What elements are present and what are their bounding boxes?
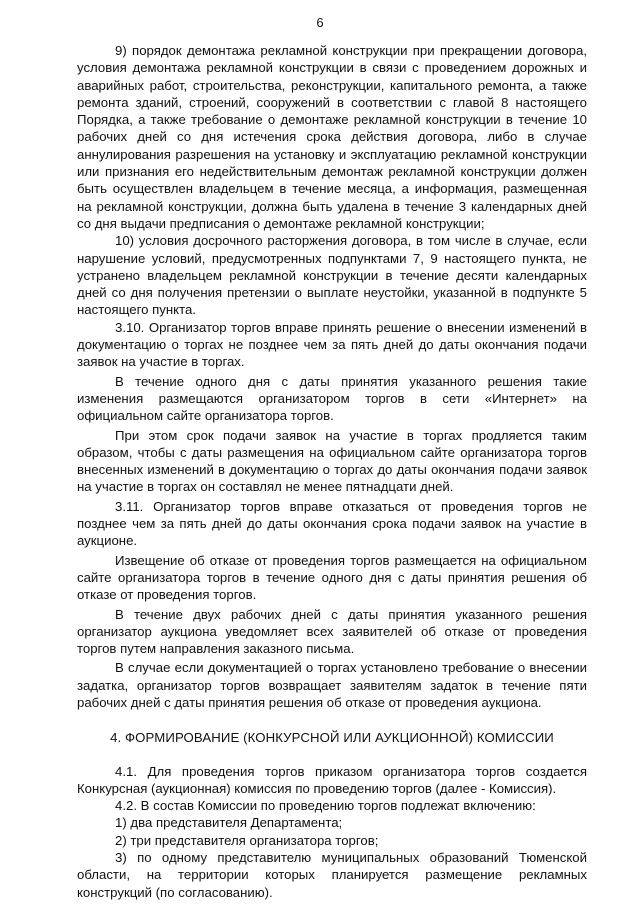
section-heading: 4. ФОРМИРОВАНИЕ (КОНКУРСНОЙ ИЛИ АУКЦИОННОЙ) КОМИССИИ xyxy=(110,730,554,746)
list-item-2: 2) три представителя организатора торгов; xyxy=(115,832,379,848)
paragraph-item-10: 10) условия досрочного расторжения договора, в том числе в случае, если нарушение условий, предусмотренных подпунктами 7, 9 настоящего пункта, не устранено владельцем рекламной конструкции в течение десяти календарных дней со дня получения претензии о выплате неустойки, указанной в подпункте 5 настоящего пункта. xyxy=(77,233,587,318)
paragraph-4-2: 4.2. В состав Комиссии по проведению торгов подлежат включению: xyxy=(115,798,536,814)
paragraph-3-10: 3.10. Организатор торгов вправе принять решение о внесении изменений в документацию о торгах не позднее чем за пять дней до даты окончания подачи заявок на участие в торгах. xyxy=(77,319,587,370)
paragraph-changes-publication: В течение одного дня с даты принятия указанного решения такие изменения размещаются организатором торгов в сети «Интернет» на официальном сайте организатора торгов. xyxy=(77,373,587,424)
paragraph-3-11: 3.11. Организатор торгов вправе отказаться от проведения торгов не позднее чем за пять дней до даты окончания срока подачи заявок на участие в аукционе. xyxy=(77,498,587,549)
paragraph-4-1: 4.1. Для проведения торгов приказом организатора торгов создается Конкурсная (аукционная) комиссия по проведению торгов (далее - Комиссия). xyxy=(77,763,587,796)
paragraph-deadline-extension: При этом срок подачи заявок на участие в торгах продляется таким образом, чтобы с даты размещения на официальном сайте организатора торгов внесенных изменений в документацию о торгах до даты окончания подачи заявок на участие в торгах он составлял не менее пятнадцати дней. xyxy=(77,427,587,495)
paragraph-refusal-notice: Извещение об отказе от проведения торгов размещается на официальном сайте организатора торгов в течение одного дня с даты принятия решения об отказе от проведения торгов. xyxy=(77,552,587,603)
paragraph-item-9: 9) порядок демонтажа рекламной конструкции при прекращении договора, условия демонтажа рекламной конструкции в связи с проведением дорожных и аварийных работ, строительства, реконструкции, капитального ремонта, а также ремонта зданий, строений, сооружений в соответствии с главой 8 настоящего Порядка, а также требование о демонтаже рекламной конструкции в течение 10 рабочих дней со дня истечения срока действия договора, либо в случае аннулирования разрешения на установку и эксплуатацию рекламной конструкции или признания его недействительным демонтаж рекламной конструкции должен быть осуществлен владельцем в течение месяца, а информация, размещенная на рекламной конструкции, должна быть удалена в течение 3 календарных дней со дня выдачи предписания о демонтаже рекламной конструкции; xyxy=(77,43,587,231)
list-item-3: 3) по одному представителю муниципальных образований Тюменской области, на территории которых планируется размещение рекламных конструкций (по согласованию). xyxy=(77,850,587,900)
list-item-1: 1) два представителя Департамента; xyxy=(115,815,343,831)
document-body xyxy=(77,42,587,901)
paragraph-applicant-notification: В течение двух рабочих дней с даты принятия указанного решения организатор аукциона уведомляет всех заявителей об отказе от проведения торгов путем направления заказного письма. xyxy=(77,606,587,657)
page-number: 6 xyxy=(316,15,324,30)
paragraph-deposit-return: В случае если документацией о торгах установлено требование о внесении задатка, организатор торгов возвращает заявителям задаток в течение пяти рабочих дней с даты принятия решения об отказе от проведения аукциона. xyxy=(77,660,587,710)
